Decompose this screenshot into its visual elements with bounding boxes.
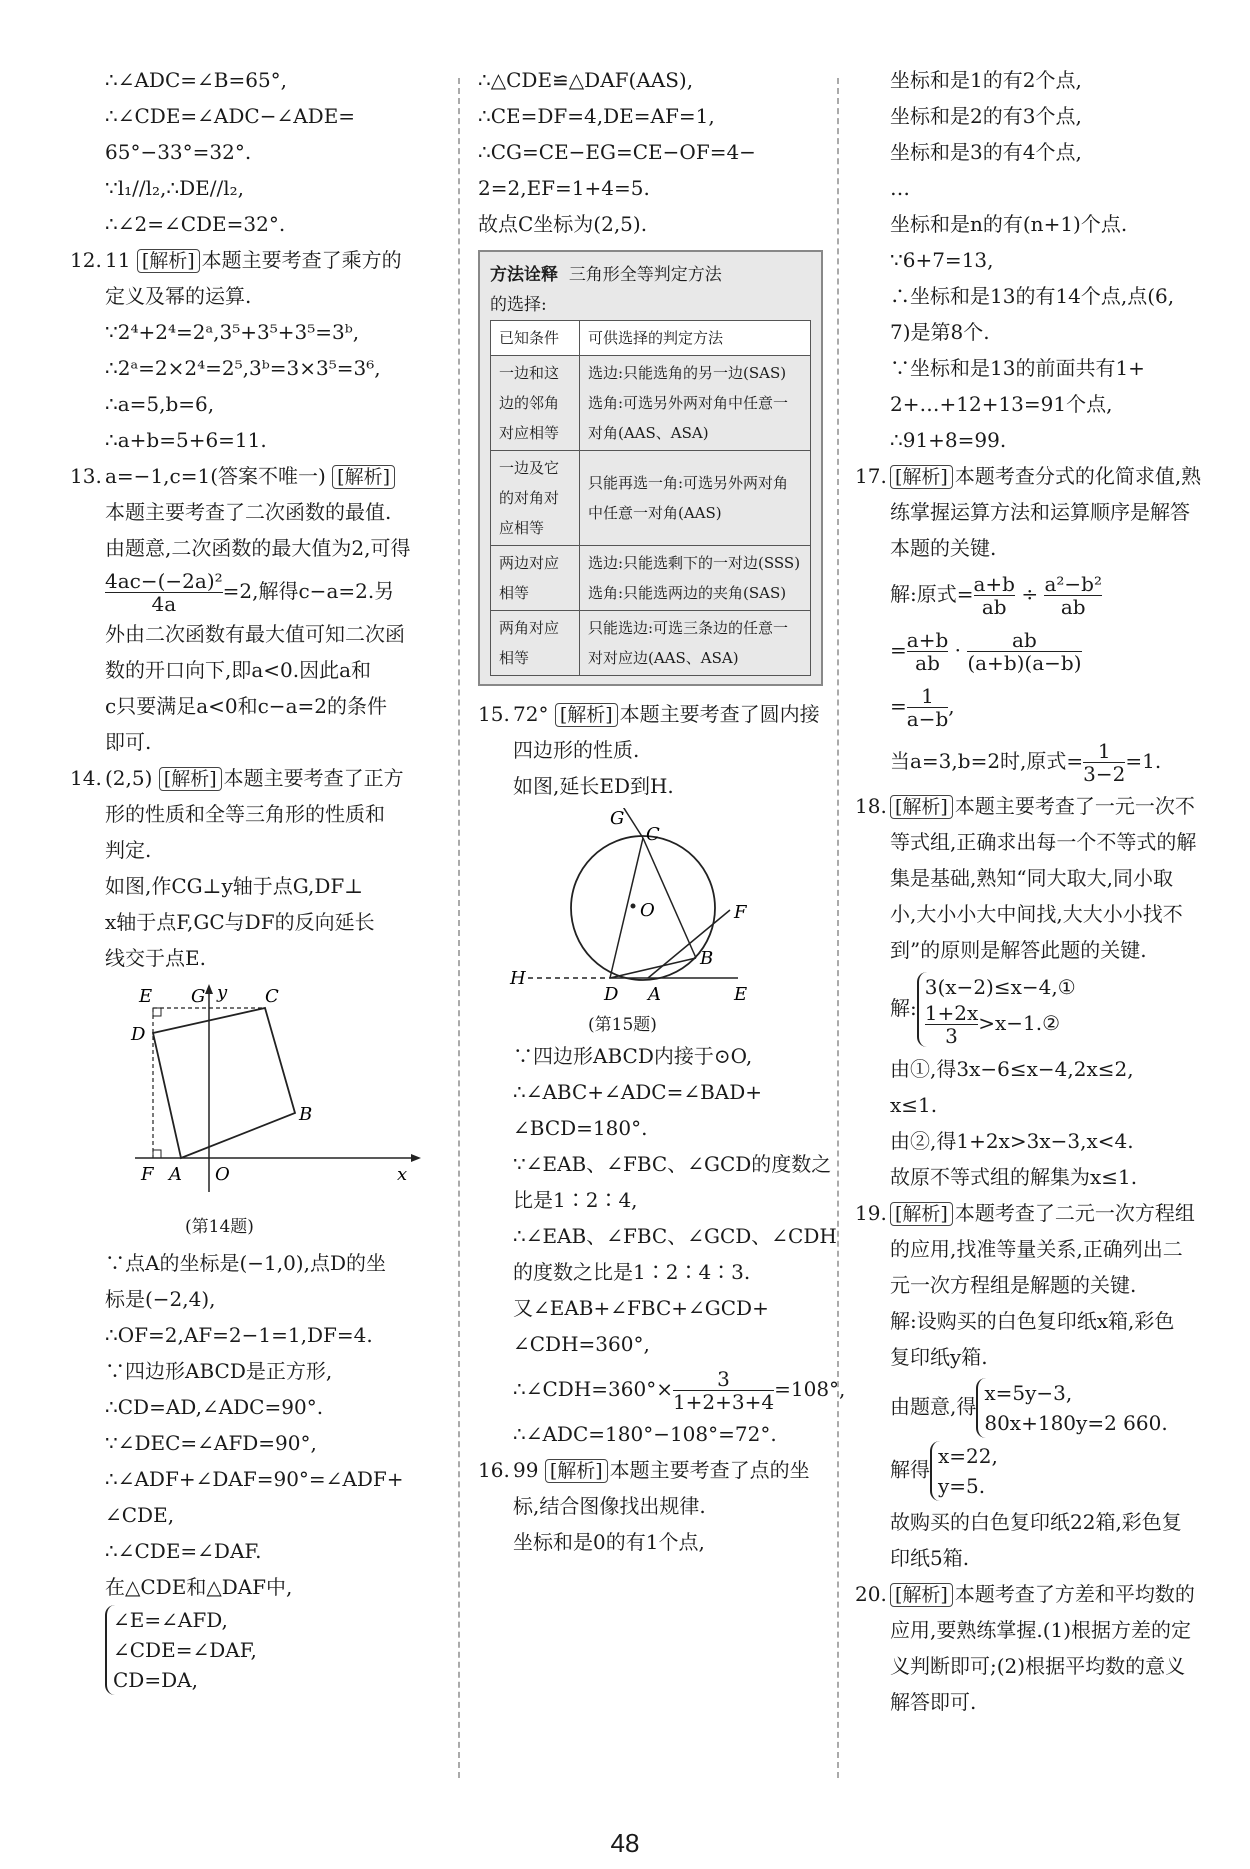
equation-system: 由题意,得 x=5y−3, 80x+180y=2 660. [855,1378,1200,1438]
text-line: 复印纸y箱. [890,1345,988,1369]
text-line: 故原不等式组的解集为x≤1. [890,1165,1138,1189]
label-A: A [169,1164,182,1185]
inequality-system: 解: 3(x−2)≤x−4,① $\frac{1+2x}{3}$ >x−1.② [855,972,1200,1047]
analysis-tag: [解析] [890,1583,953,1607]
text-line: 2=2,EF=1+4=5. [478,176,650,200]
question-14: 14. (2,5) [解析] 本题主要考查了正方 [70,766,404,790]
question-20: 20. [解析] 本题考查了方差和平均数的 [855,1582,1195,1606]
fraction: $\frac{\text{4ac−(−2a)²}}{4a}$ [105,569,223,616]
text-line: ∵∠DEC=∠AFD=90°, [105,1431,317,1455]
text-line: 小,大小小大中间找,大大小小找不 [890,902,1183,926]
text-line: ∴∠CDE=∠DAF. [105,1539,262,1563]
figure-caption: (第14题) [185,1217,254,1237]
text-line: 由题意,二次函数的最大值为2,可得 [105,536,411,560]
text-line: ∴∠ABC+∠ADC=∠BAD+ [513,1080,763,1104]
analysis-tag: [解析] [890,795,953,819]
text-line: 等式组,正确求出每一个不等式的解 [890,830,1197,854]
question-13: 13. a=−1,c=1(答案不唯一) [解析] [70,458,445,494]
text-line: 集是基础,熟知“同大取大,同小取 [890,866,1173,890]
text-line: ∴CG=CE−EG=CE−OF=4− [478,140,756,164]
text-line: ∵坐标和是13的前面共有1+ [890,356,1145,380]
label-B: B [299,1104,313,1125]
column-1 [70,62,445,1695]
text-line: 坐标和是0的有1个点, [513,1530,705,1554]
formula-line: 当a=3,b=2时,原式= $\frac{1}{3-2}$ =1. [890,739,1162,786]
label-D: D [131,1024,146,1045]
text-line: ∴∠2=∠CDE=32°. [105,212,286,236]
question-19: 19. [解析] 本题考查了二元一次方程组 [855,1201,1195,1225]
column-divider [458,78,460,1778]
formula-line: 解:原式= $\frac{a+b}{ab}$ ÷ $\frac{\text{a²−b²}}{ab}$ [890,572,1102,619]
label-E: E [734,984,748,1005]
text-line: ∴坐标和是13的有14个点,点(6, [890,284,1175,308]
table-row: 两角对应相等 只能选边:可选三条边的任意一对对应边(AAS、ASA) [491,611,811,676]
figure-caption: (第15题) [588,1015,657,1035]
text-line: ∴∠ADC=∠B=65°, [105,68,288,92]
text-line: 由②,得1+2x>3x−3,x<4. [890,1129,1134,1153]
text-line: 解:设购买的白色复印纸x箱,彩色 [890,1309,1175,1333]
text-line: ∵∠EAB、∠FBC、∠GCD的度数之 [513,1152,832,1176]
analysis-tag: [解析] [332,465,395,489]
fraction: $\frac{3}{1+2+3+4}$ [672,1367,775,1414]
text-line: ∵点A的坐标是(−1,0),点D的坐 [105,1251,387,1275]
analysis-tag: [解析] [890,1202,953,1226]
text-line: ∵l₁//l₂,∴DE//l₂, [105,176,244,200]
text-line: ∵四边形ABCD是正方形, [105,1359,333,1383]
text-line: 标,结合图像找出规律. [513,1494,706,1518]
question-17: 17. [解析] 本题考查分式的化简求值,熟 [855,464,1202,488]
formula-line: = $\frac{1}{a-b}$ , [890,684,955,731]
text-line: ∴∠ADC=180°−108°=72°. [513,1422,777,1446]
text-line: 形的性质和全等三角形的性质和 [105,802,385,826]
label-O: O [640,900,655,921]
formula-line: = $\frac{a+b}{ab}$ · $\frac{ab}{(a+b)(a-b)}$ [890,628,1082,675]
label-G: G [610,808,625,829]
text-line: 由①,得3x−6≤x−4,2x≤2, [890,1057,1134,1081]
text-line: 坐标和是2的有3个点, [890,104,1082,128]
text-line: ∴2ᵃ=2×2⁴=2⁵,3ᵇ=3×3⁵=3⁶, [105,356,381,380]
text-line: ∴91+8=99. [890,428,1007,452]
text-line: ∴CD=AD,∠ADC=90°. [105,1395,324,1419]
analysis-tag: [解析] [137,249,200,273]
text-line: ∴∠ADF+∠DAF=90°=∠ADF+ [105,1467,404,1491]
text-line: 在△CDE和△DAF中, [105,1575,293,1599]
text-line: ∠CDE, [105,1503,175,1527]
text-line: 印纸5箱. [890,1546,970,1570]
question-18: 18. [解析] 本题主要考查了一元一次不 [855,794,1195,818]
label-H: H [510,968,526,989]
text-line: 坐标和是3的有4个点, [890,140,1082,164]
table-row: 两边对应相等 选边:只能选剩下的一对边(SSS) 选角:只能选两边的夹角(SAS) [491,546,811,611]
text-line: 元一次方程组是解题的关键. [890,1273,1137,1297]
label-C: C [646,824,660,845]
text-line: 定义及幂的运算. [105,284,252,308]
page-number: 48 [610,1828,640,1858]
label-E: E [139,986,153,1007]
text-line: 的度数之比是1∶2∶4∶3. [513,1260,751,1284]
text-line: c只要满足a<0和c−a=2的条件 [105,694,387,718]
text-line: x轴于点F,GC与DF的反向延长 [105,910,375,934]
analysis-tag: [解析] [159,767,222,791]
method-box-title: 方法诠释 [490,265,558,285]
text-line: ∵6+7=13, [890,248,994,272]
text-line: 解答即可. [890,1690,977,1714]
text-line: ∴∠CDE=∠ADC−∠ADE= [105,104,356,128]
column-divider [837,78,839,1778]
text-line: ∴CE=DF=4,DE=AF=1, [478,104,715,128]
text-line: 7)是第8个. [890,320,990,344]
text-line: 故购买的白色复印纸22箱,彩色复 [890,1510,1182,1534]
method-box: 方法诠释 三角形全等判定方法 的选择: 已知条件 可供选择的判定方法 一边和这边的邻角对应相等 选边:只能选角的另一边(SAS) 选角:可选另外两对角中任意一对角(AAS、ASA) 一边及它的对角对应相等 只能再选一角:可选另外两对角中任意一对角(AAS) 两边对应相等 选边:只能选剩下的一对边(SSS) 选角:只能选两边的夹角(SAS) 两角对应相等 只能选边:可选三条边的任意一对对应边(AAS、ASA) [478,250,823,686]
text-line: ∵2⁴+2⁴=2ᵃ,3⁵+3⁵+3⁵=3ᵇ, [105,320,360,344]
text-line: 故点C坐标为(2,5). [478,212,648,236]
text-line: 四边形的性质. [513,738,640,762]
text-line: ∵四边形ABCD内接于⊙O, [513,1044,753,1068]
text-line: 数的开口向下,即a<0.因此a和 [105,658,372,682]
text-line: 义判断即可;(2)根据平均数的意义 [890,1654,1186,1678]
figure-14-square [125,980,425,1205]
text-line: 又∠EAB+∠FBC+∠GCD+ [513,1296,769,1320]
text-line: 2+…+12+13=91个点, [890,392,1113,416]
text-line: 的应用,找准等量关系,正确列出二 [890,1237,1183,1261]
text-line: 线交于点E. [105,946,206,970]
text-line: ∠BCD=180°. [513,1116,648,1140]
text-line: ∴a+b=5+6=11. [105,428,267,452]
text-line: x≤1. [890,1093,938,1117]
text-line: ∴△CDE≌△DAF(AAS), [478,68,694,92]
text-line: 坐标和是1的有2个点, [890,68,1082,92]
label-B: B [700,948,714,969]
label-F: F [734,902,747,923]
question-16: 16. 99 [解析] 本题主要考查了点的坐 [478,1458,810,1482]
label-x: x [397,1164,408,1185]
table-row: 一边及它的对角对应相等 只能再选一角:可选另外两对角中任意一对角(AAS) [491,451,811,546]
text-line: 坐标和是n的有(n+1)个点. [890,212,1128,236]
label-D: D [604,984,619,1005]
analysis-tag: [解析] [890,465,953,489]
formula-line: ∴∠CDH=360°× $\frac{3}{1+2+3+4}$ =108°, [513,1367,846,1414]
question-15: 15. 72° [解析] 本题主要考查了圆内接 [478,702,820,726]
text-line: 如图,延长ED到H. [513,774,674,798]
text-line: 到”的原则是解答此题的关键. [890,938,1147,962]
label-A: A [648,984,661,1005]
text-line: 比是1∶2∶4, [513,1188,638,1212]
text-line: 如图,作CG⊥y轴于点G,DF⊥ [105,874,364,898]
text-line: 即可. [105,730,152,754]
text-line: ∴a=5,b=6, [105,392,215,416]
text-line: 本题主要考查了二次函数的最值. [105,500,392,524]
analysis-tag: [解析] [555,703,618,727]
text-line: 练掌握运算方法和运算顺序是解答 [890,500,1190,524]
question-12: 12. 11 [解析] 本题主要考查了乘方的 [70,248,402,272]
column-2 [478,62,846,1560]
text-line: 标是(−2,4), [105,1287,216,1311]
label-y: y [217,982,228,1003]
text-line: ∠CDH=360°, [513,1332,650,1356]
formula-line: $\frac{\text{4ac−(−2a)²}}{4a}$ =2,解得c−a=2.另 [105,569,395,616]
table-row: 一边和这边的邻角对应相等 选边:只能选角的另一边(SAS) 选角:可选另外两对角中任意一对角(AAS、ASA) [491,356,811,451]
text-line: 外由二次函数有最大值可知二次函 [105,622,405,646]
label-C: C [265,986,279,1007]
text-line: ∴∠EAB、∠FBC、∠GCD、∠CDH [513,1224,837,1248]
label-O: O [215,1164,230,1185]
figure-15-circle [498,808,798,1008]
label-F: F [141,1164,154,1185]
text-line: 65°−33°=32°. [105,140,252,164]
text-line: 本题的关键. [890,536,997,560]
analysis-tag: [解析] [545,1459,608,1483]
label-G: G [191,986,206,1007]
text-line: 应用,要熟练掌握.(1)根据方差的定 [890,1618,1192,1642]
method-table: 已知条件 可供选择的判定方法 一边和这边的邻角对应相等 选边:只能选角的另一边(SAS) 选角:可选另外两对角中任意一对角(AAS、ASA) 一边及它的对角对应相等 只能再选一角:可选另外两对角中任意一对角(AAS) 两边对应相等 选边:只能选剩下的一对边(SSS) 选角:只能选两边的夹角(SAS) 两角对应相等 只能选边:可选三条边的任意一对对应边(AAS、ASA) [490,320,811,676]
column-3 [855,62,1200,1720]
solution-system: 解得 x=22, y=5. [855,1441,1200,1501]
equation-system: ∠E=∠AFD, ∠CDE=∠DAF, CD=DA, [70,1605,445,1695]
text-line: ∴OF=2,AF=2−1=1,DF=4. [105,1323,373,1347]
text-line: … [890,176,910,200]
text-line: 判定. [105,838,152,862]
